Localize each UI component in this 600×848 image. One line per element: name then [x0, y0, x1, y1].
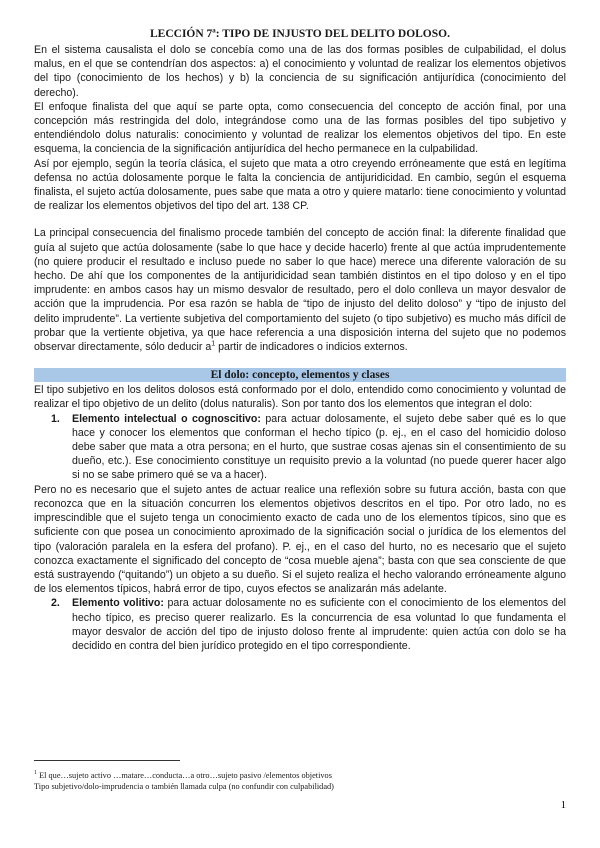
elements-list-continued	[34, 596, 566, 653]
paragraph-consecuencia-end: partir de indicadores o indicios externos.	[218, 341, 408, 354]
list-number: 2.	[51, 597, 60, 610]
footnote-line-1	[34, 770, 566, 781]
elements-list	[34, 412, 566, 483]
footnote-divider	[34, 760, 180, 761]
lesson-title: LECCIÓN 7ª: TIPO DE INJUSTO DEL DELITO DOLOSO.	[150, 28, 450, 40]
paragraph-causalista: En el sistema causalista el dolo se concebía como una de las dos formas posibles de culpabilidad, el dolus malus, en el que se contendrían dos aspectos: a) el conocimiento y voluntad de realizar los elementos objetivos del tipo (conocimiento de los hechos) y b) la conciencia de su significación antijurídica (conocimiento del derecho).	[34, 44, 566, 99]
page-number: 1	[560, 800, 566, 811]
footnote-line-2: Tipo subjetivo/dolo-imprudencia o también llamada culpa (no confundir con culpabilidad)	[34, 782, 334, 791]
list-text: para actuar dolosamente no es suficiente con el conocimiento de los elementos del hecho típico, es preciso querer realizarlo. Es la concurrencia de esa voluntad lo que fundamenta el mayor desvalor de acción del tipo de injusto doloso frente al imprudente: quien actúa con dolo se ha decidido en contra del bien jurídico protegido en el tipo correspondiente.	[72, 597, 566, 652]
section-intro: El tipo subjetivo en los delitos dolosos está conformado por el dolo, entendido como conocimiento y voluntad de realizar el tipo objetivo de un delito (dolus naturalis). Son por tanto dos los elementos que integran el dolo:	[34, 384, 566, 411]
footnote-reference[interactable]: 1	[211, 340, 216, 348]
paragraph-ejemplo: Así por ejemplo, según la teoría clásica, el sujeto que mata a otro creyendo erróneamente que está en legítima defensa no actúa dolosamente porque le falta la conciencia de antijuridicidad. En cambio, según el esquema finalista, el sujeto actúa dolosamente, pues sabe que mata a otro y quiere matarlo: tiene conocimiento y voluntad de realizar los elementos objetivos del tipo del art. 138 CP.	[34, 157, 566, 213]
paragraph-consecuencia-text: La principal consecuencia del finalismo procede también del concepto de acción final: la diferente finalidad que guía al sujeto que actúa dolosamente (sabe lo que hace y decide hacerlo) frente al que actúa imprudentemente (no quiere producir el resultado e incluso puede no saber lo que hace) merece una diferente valoración de su hecho. De ahí que los componentes de la antijuridicidad sean también distintos en el tipo doloso y en el tipo imprudente: en ambos casos hay un mismo desvalor de resultado, pero el dolo conlleva un mayor desvalor de acción que la imprudencia. Por esa razón se habla de “tipo de injusto del delito doloso” y “tipo de injusto del delito imprudente”. La vertiente subjetiva del comportamiento del sujeto (o tipo subjetivo) es mucho más difícil de probar que la vertiente objetiva, ya que hace referencia a una disposición interna del sujeto que no podemos observar directamente, sólo deducir a	[34, 227, 566, 354]
paragraph-finalista: El enfoque finalista del que aquí se parte opta, como consecuencia del concepto de acción final, por una concepción más restringida del dolo, integrándose como una de las formas posibles del tipo subjetivo y entendiéndolo dolus naturalis: conocimiento y voluntad de realizar los elementos objetivos del tipo. En este esquema, la conciencia de la significación antijurídica del hecho permanece en la culpabilidad.	[34, 100, 566, 156]
list-item-volitivo	[34, 596, 566, 653]
list-term: Elemento intelectual o cognoscitivo:	[72, 412, 261, 425]
list-term: Elemento volitivo:	[72, 597, 164, 610]
footnote-text-1: El que…sujeto activo …matare…conducta…a otro…sujeto pasivo /elementos objetivos	[39, 771, 332, 780]
paragraph-consecuencia	[34, 226, 566, 354]
paragraph-conocimiento: Pero no es necesario que el sujeto antes de actuar realice una reflexión sobre su futura acción, basta con que reconozca que en la situación concurren los elementos objetivos descritos en el tipo. Por otro lado, no es imprescindible que el sujeto tenga un conocimiento exacto de cada uno de los elementos típicos, sino que es suficiente con que posea un conocimiento aproximado de la significación social o jurídica de los elementos del tipo (valoración paralela en la esfera del profano). P. ej., en el caso del hurto, no es necesario que el sujeto conozca exactamente el significado del concepto de “cosa mueble ajena”; basta con que sea consciente de que está sustrayendo (“quitando”) un objeto a su dueño. Si el sujeto realiza el hecho valorando erróneamente alguno de los elementos típicos, habrá error de tipo, cuyos efectos se analizarán más adelante.	[34, 483, 566, 596]
paragraph-gap	[34, 213, 566, 226]
list-number: 1.	[51, 412, 60, 425]
list-text: para actuar dolosamente, el sujeto debe saber qué es lo que hace y conocer los elementos que conforman el hecho típico (p. ej., en el caso del homicidio doloso debe saber que mata a otra persona; en el hurto, que sustrae cosas ajenas sin el consentimiento de su dueño, etc.). Ese conocimiento constituye un requisito previo a la voluntad (no puede querer hacer algo si no se sabe primero qué se va a hacer).	[72, 412, 566, 482]
list-item-cognoscitivo	[34, 412, 566, 483]
section-heading: El dolo: concepto, elementos y clases	[34, 368, 566, 382]
footnote-marker: 1	[34, 770, 37, 777]
footnotes	[34, 770, 566, 792]
